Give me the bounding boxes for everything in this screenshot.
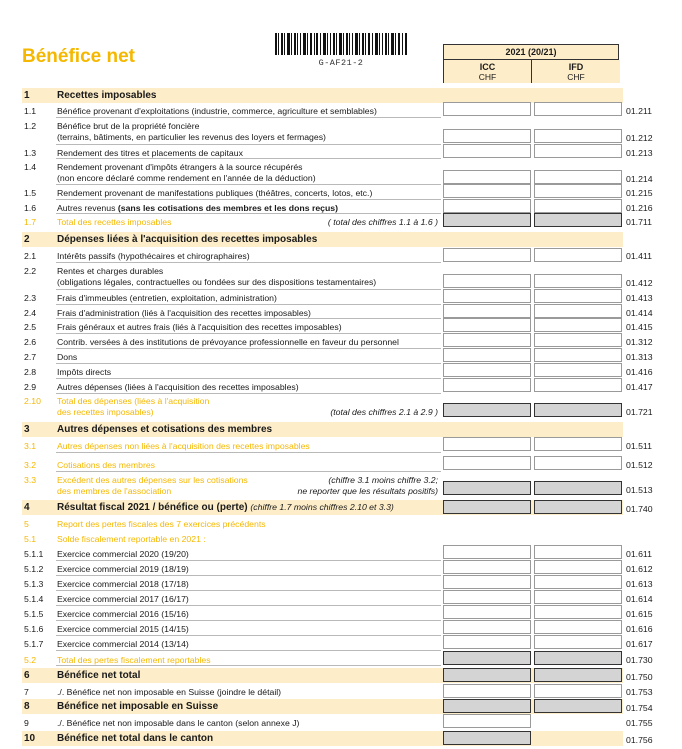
ifd-total-6 (534, 668, 622, 682)
line-label: Total des recettes imposables (57, 217, 172, 227)
icc-total-1-7 (443, 213, 531, 227)
line-label-cont: des recettes imposables) (57, 407, 154, 417)
column-header (443, 44, 619, 83)
icc-input-2-3[interactable] (443, 289, 531, 303)
section-10-header (22, 731, 623, 746)
line-code: 01.216 (626, 203, 653, 213)
line-code: 01.611 (626, 549, 652, 559)
page-title: Bénéfice net (22, 46, 135, 67)
ifd-input-2-3[interactable] (534, 289, 622, 303)
line-label: Rendement provenant d'impôts étrangers à la source récupérés (57, 162, 303, 172)
icc-result-4 (443, 500, 531, 514)
ifd-input-5-1-5[interactable] (534, 605, 622, 619)
ifd-input-5-1-1[interactable] (534, 545, 622, 559)
line-label: ./. Bénéfice net non imposable en Suisse (joindre le détail) (57, 687, 282, 697)
line-code: 01.313 (626, 352, 653, 362)
line-label: Intérêts passifs (hypothécaires et chirographaires) (57, 251, 250, 261)
line-code: 01.412 (626, 278, 653, 288)
line-number: 7 (24, 687, 29, 697)
ifd-input-1-4[interactable] (534, 170, 622, 184)
line-label: Dons (57, 352, 78, 362)
icc-input-1-1[interactable] (443, 102, 531, 116)
line-code: 01.613 (626, 579, 653, 589)
line-note: (total des chiffres 2.1 à 2.9 ) (330, 407, 438, 417)
section-title: Bénéfice net imposable en Suisse (57, 701, 219, 712)
section-4-header (22, 500, 623, 515)
icc-input-3-2[interactable] (443, 456, 531, 470)
line-note: (chiffre 3.1 moins chiffre 3.2; (328, 475, 438, 485)
icc-input-2-2[interactable] (443, 274, 531, 288)
line-code: 01.754 (626, 703, 653, 713)
barcode-text: G-AF21-2 (318, 58, 364, 68)
icc-input-1-5[interactable] (443, 184, 531, 198)
section-2-header (22, 232, 623, 247)
line-code: 01.214 (626, 174, 653, 184)
icc-currency: CHF (478, 72, 497, 82)
line-label: Total des dépenses (liées à l'acquisition (57, 396, 210, 406)
ifd-currency: CHF (567, 72, 585, 82)
section-number: 2 (24, 234, 30, 245)
line-number: 2.3 (24, 293, 37, 303)
section-number: 3 (24, 424, 30, 435)
line-number: 2.8 (24, 367, 37, 377)
line-label-text: Autres revenus (57, 203, 116, 213)
line-code: 01.211 (626, 106, 652, 116)
icc-total-10 (443, 731, 531, 745)
line-label: Excédent des autres dépenses sur les cotisations (57, 475, 248, 485)
icc-total-2-10 (443, 403, 531, 417)
line-label: Rendement des titres et placements de capitaux (57, 148, 243, 158)
line-code: 01.213 (626, 148, 653, 158)
line-label-cont: des membres de l'association (57, 486, 172, 496)
line-number: 2.10 (24, 396, 41, 406)
line-code: 01.215 (626, 188, 653, 198)
line-label-cont: (obligations légales, contractuelles ou fondées sur des dispositions testamentaires) (57, 277, 377, 287)
line-code: 01.612 (626, 564, 653, 574)
icc-input-2-1[interactable] (443, 248, 531, 262)
section-title: Bénéfice net total dans le canton (57, 733, 214, 744)
line-code: 01.740 (626, 504, 653, 514)
line-number: 2.2 (24, 266, 37, 276)
icc-input-2-9[interactable] (443, 378, 531, 392)
icc-total-5-2 (443, 651, 531, 665)
line-number: 1.4 (24, 162, 37, 172)
ifd-input-1-1[interactable] (534, 102, 622, 116)
line-number: 2.7 (24, 352, 37, 362)
line-code: 01.614 (626, 594, 653, 604)
line-number: 5.1.3 (24, 579, 44, 589)
ifd-input-1-5[interactable] (534, 184, 622, 198)
line-number: 5.1 (24, 534, 37, 544)
line-label: Bénéfice brut de la propriété foncière (57, 121, 200, 131)
line-number: 1.6 (24, 203, 37, 213)
section-title: Dépenses liées à l'acquisition des recettes imposables (57, 234, 318, 245)
line-code: 01.513 (626, 485, 653, 495)
line-label: Autres dépenses non liées à l'acquisition des recettes imposables (57, 441, 310, 451)
barcode-image (275, 33, 407, 55)
icc-input-5-1-4[interactable] (443, 590, 531, 604)
line-label: Exercice commercial 2016 (15/16) (57, 609, 189, 619)
section-title: Bénéfice net total (57, 670, 141, 681)
section-number: 8 (24, 701, 30, 712)
column-header-year: 2021 (20/21) (444, 45, 618, 60)
line-label: Frais d'immeubles (entretien, exploitation, administration) (57, 293, 277, 303)
ifd-total-8 (534, 699, 622, 713)
line-label: Rentes et charges durables (57, 266, 164, 276)
ifd-input-2-8[interactable] (534, 363, 622, 377)
ifd-input-3-1[interactable] (534, 437, 622, 451)
line-number: 5.2 (24, 655, 37, 665)
section-title-text: Résultat fiscal 2021 / bénéfice ou (perte) (57, 502, 248, 513)
icc-total-8 (443, 699, 531, 713)
ifd-input-2-4[interactable] (534, 304, 622, 318)
icc-input-7[interactable] (443, 684, 531, 698)
line-number: 1.5 (24, 188, 37, 198)
line-label: Bénéfice provenant d'exploitations (industrie, commerce, agriculture et semblables) (57, 106, 377, 116)
line-label: Solde fiscalement reportable en 2021 : (57, 534, 206, 544)
icc-input-5-1-5[interactable] (443, 605, 531, 619)
line-label: Exercice commercial 2014 (13/14) (57, 639, 189, 649)
section-title: Autres dépenses et cotisations des membres (57, 424, 273, 435)
ifd-total-3-3 (534, 481, 622, 495)
line-code: 01.312 (626, 337, 653, 347)
line-number: 5.1.7 (24, 639, 44, 649)
line-number: 5.1.4 (24, 594, 44, 604)
ifd-input-1-2[interactable] (534, 129, 622, 143)
icc-input-5-1-7[interactable] (443, 635, 531, 649)
icc-input-1-4[interactable] (443, 170, 531, 184)
line-number: 1.1 (24, 106, 37, 116)
line-note-cont: ne reporter que les résultats positifs) (297, 486, 438, 496)
line-code: 01.756 (626, 735, 653, 745)
section-number: 6 (24, 670, 30, 681)
ifd-input-5-1-4[interactable] (534, 590, 622, 604)
section-8-header (22, 699, 623, 714)
line-note: ( total des chiffres 1.1 à 1.6 ) (327, 217, 438, 227)
line-code: 01.617 (626, 639, 653, 649)
line-label: Exercice commercial 2020 (19/20) (57, 549, 189, 559)
ifd-input-5-1-6[interactable] (534, 620, 622, 634)
line-label: Frais généraux et autres frais (liés à l'acquisition des recettes imposables) (57, 322, 342, 332)
line-number: 2.6 (24, 337, 37, 347)
ifd-label: IFD (568, 62, 584, 72)
line-number: 2.1 (24, 251, 37, 261)
line-number: 5.1.1 (24, 549, 44, 559)
line-code: 01.417 (626, 382, 653, 392)
section-3-header (22, 422, 623, 437)
line-code: 01.721 (626, 407, 653, 417)
icc-input-5-1-3[interactable] (443, 575, 531, 589)
section-note: (chiffre 1.7 moins chiffres 2.10 et 3.3) (250, 502, 394, 512)
line-label: ./. Bénéfice net non imposable dans le canton (selon annexe J) (57, 718, 300, 728)
icc-total-6 (443, 668, 531, 682)
line-number: 1.7 (24, 217, 37, 227)
icc-input-2-4[interactable] (443, 304, 531, 318)
line-label: Contrib. versées à des institutions de prévoyance professionnelle en faveur du personnel (57, 337, 399, 347)
section-number: 10 (24, 733, 36, 744)
icc-input-9[interactable] (443, 714, 531, 728)
ifd-result-4 (534, 500, 622, 514)
line-number: 5 (24, 519, 29, 529)
line-code: 01.730 (626, 655, 653, 665)
ifd-input-2-2[interactable] (534, 274, 622, 288)
ifd-input-3-2[interactable] (534, 456, 622, 470)
line-label: Frais d'administration (liés à l'acquisition des recettes imposables) (57, 308, 311, 318)
section-1-header (22, 88, 623, 103)
line-label: Cotisations des membres (57, 460, 156, 470)
line-label-cont: (non encore déclaré comme rendement en l'année de la déduction) (57, 173, 316, 183)
line-code: 01.616 (626, 624, 653, 634)
icc-input-2-6[interactable] (443, 333, 531, 347)
icc-label: ICC (479, 62, 496, 72)
icc-input-5-1-1[interactable] (443, 545, 531, 559)
line-label: Exercice commercial 2015 (14/15) (57, 624, 189, 634)
column-header-ifd (532, 60, 620, 83)
icc-input-2-5[interactable] (443, 318, 531, 332)
line-label: Report des pertes fiscales des 7 exercices précédents (57, 519, 266, 529)
line-code: 01.753 (626, 687, 653, 697)
line-number: 1.3 (24, 148, 37, 158)
line-code: 01.415 (626, 322, 653, 332)
ifd-input-7[interactable] (534, 684, 622, 698)
icc-input-1-3[interactable] (443, 144, 531, 158)
line-code: 01.711 (626, 217, 652, 227)
line-code: 01.414 (626, 308, 653, 318)
line-label-bold: (sans les cotisations des membres et les dons reçus) (117, 203, 339, 213)
line-label: Autres dépenses (liées à l'acquisition des recettes imposables) (57, 382, 299, 392)
section-title: Recettes imposables (57, 90, 157, 101)
icc-input-3-1[interactable] (443, 437, 531, 451)
icc-input-5-1-6[interactable] (443, 620, 531, 634)
icc-total-3-3 (443, 481, 531, 495)
line-label: Impôts directs (57, 367, 112, 377)
ifd-input-2-6[interactable] (534, 333, 622, 347)
line-label: Total des pertes fiscalement reportables (57, 655, 211, 665)
ifd-input-1-6[interactable] (534, 199, 622, 213)
ifd-input-5-1-7[interactable] (534, 635, 622, 649)
line-code: 01.615 (626, 609, 653, 619)
line-number: 9 (24, 718, 29, 728)
line-number: 5.1.2 (24, 564, 44, 574)
ifd-input-2-1[interactable] (534, 248, 622, 262)
line-label: Exercice commercial 2018 (17/18) (57, 579, 189, 589)
line-label: Exercice commercial 2017 (16/17) (57, 594, 189, 604)
icc-input-1-6[interactable] (443, 199, 531, 213)
section-number: 4 (24, 502, 30, 513)
ifd-input-2-9[interactable] (534, 378, 622, 392)
ifd-total-5-2 (534, 651, 622, 665)
ifd-input-5-1-2[interactable] (534, 560, 622, 574)
line-code: 01.512 (626, 460, 653, 470)
line-code: 01.416 (626, 367, 653, 377)
section-number: 1 (24, 90, 30, 101)
ifd-total-2-10 (534, 403, 622, 417)
line-code: 01.750 (626, 672, 653, 682)
line-number: 1.2 (24, 121, 37, 131)
section-6-header (22, 668, 623, 683)
line-number: 3.3 (24, 475, 37, 485)
ifd-input-1-3[interactable] (534, 144, 622, 158)
section-title (57, 502, 394, 513)
icc-input-5-1-2[interactable] (443, 560, 531, 574)
ifd-input-5-1-3[interactable] (534, 575, 622, 589)
line-label-cont: (terrains, bâtiments, en particulier les revenus des loyers et fermages) (57, 132, 326, 142)
ifd-total-1-7 (534, 213, 622, 227)
line-number: 2.4 (24, 308, 37, 318)
line-number: 2.9 (24, 382, 37, 392)
line-label: Rendement provenant de manifestations publiques (théâtres, concerts, lotos, etc.) (57, 188, 373, 198)
line-code: 01.411 (626, 251, 652, 261)
line-number: 5.1.6 (24, 624, 44, 634)
line-code: 01.755 (626, 718, 653, 728)
icc-input-2-8[interactable] (443, 363, 531, 377)
icc-input-2-7[interactable] (443, 348, 531, 362)
column-header-icc (444, 60, 532, 83)
line-code: 01.511 (626, 441, 652, 451)
icc-input-1-2[interactable] (443, 129, 531, 143)
line-number: 3.2 (24, 460, 37, 470)
line-number: 3.1 (24, 441, 37, 451)
line-number: 5.1.5 (24, 609, 44, 619)
ifd-input-2-5[interactable] (534, 318, 622, 332)
line-code: 01.212 (626, 133, 653, 143)
ifd-input-2-7[interactable] (534, 348, 622, 362)
line-number: 2.5 (24, 322, 37, 332)
line-code: 01.413 (626, 293, 653, 303)
line-label: Exercice commercial 2019 (18/19) (57, 564, 189, 574)
